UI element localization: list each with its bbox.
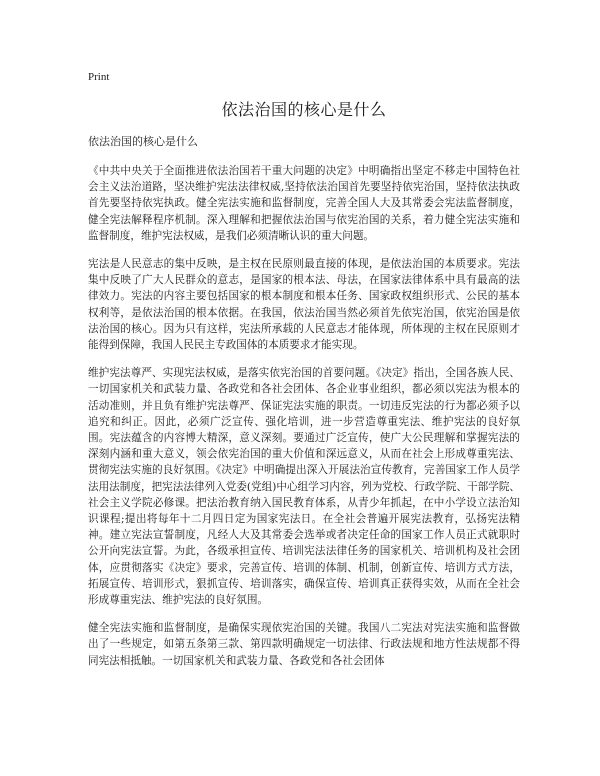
- paragraph-2: 宪法是人民意志的集中反映，是主权在民原则最直接的体现，是依法治国的本质要求。宪法集中反映了广大人民群众的意志，是国家的根本法、母法，在国家法律体系中具有最高的法律效力。宪法的内容主要包括国家的根本制度和根本任务、国家政权组织形式、公民的基本权利等，是依法治国的根本依据。在我国，依法治国当然必须首先依宪治国，依宪治国是依法治国的核心。因为只有这样，宪法所承载的人民意志才能体现，所体现的主权在民原则才能得到保障，我国人民民主专政国体的本质要求才能实现。: [88, 258, 520, 352]
- print-label: Print: [88, 71, 110, 83]
- paragraph-4: 健全宪法实施和监督制度，是确保实现依宪治国的关键。我国八二宪法对宪法实施和监督做出了一些规定，如第五条第三款、第四款明确规定一切法律、行政法规和地方性法规都不得同宪法相抵触。一切国家机关和武装力量、各政党和各社会团体: [88, 622, 520, 667]
- document-title: 依法治国的核心是什么: [221, 100, 387, 119]
- paragraph-1: 《中共中央关于全面推进依法治国若干重大问题的决定》中明确指出坚定不移走中国特色社会主义法治道路，坚决维护宪法法律权威,坚持依法治国首先要坚持依宪治国，坚持依法执政首先要坚持依宪执政。健全宪法实施和监督制度，完善全国人大及其常委会宪法监督制度，健全宪法解释程序机制。深入理解和把握依法治国与依宪治国的关系，着力健全宪法实施和监督制度，维护宪法权威，是我们必须清晰认识的重大问题。: [88, 165, 520, 242]
- document-subtitle: 依法治国的核心是什么: [88, 135, 198, 148]
- document-page: [88, 70, 520, 681]
- paragraph-3: 维护宪法尊严、实现宪法权威，是落实依宪治国的首要问题。《决定》指出，全国各族人民、一切国家机关和武装力量、各政党和各社会团体、各企业事业组织，都必须以宪法为根本的活动准则，并且负有维护宪法尊严、保证宪法实施的职责。一切违反宪法的行为都必须予以追究和纠正。因此，必须广泛宣传、强化培训，进一步营造尊重宪法、维护宪法的良好氛围。宪法蕴含的内容博大精深，意义深刻。要通过广泛宣传，使广大公民理解和掌握宪法的深刻内涵和重大意义，领会依宪治国的重大价值和深远意义，从而在社会上形成尊重宪法、贯彻宪法实施的良好氛围。《决定》中明确提出深入开展法治宣传教育，完善国家工作人员学法用法制度，把宪法法律列入党委(党组)中心组学习内容，列为党校、行政学院、干部学院、社会主义学院必修课。把法治教育纳入国民教育体系，从青少年抓起，在中小学设立法治知识课程;提出将每年十二月四日定为国家宪法日。在全社会普遍开展宪法教育，弘扬宪法精神。建立宪法宣誓制度，凡经人大及其常委会选举或者决定任命的国家工作人员正式就职时公开向宪法宣誓。为此，各级承担宣传、培训宪法法律任务的国家机关、培训机构及社会团体，应贯彻落实《决定》要求，完善宣传、培训的体制、机制，创新宣传、培训方式方法，拓展宣传、培训形式，狠抓宣传、培训落实，确保宣传、培训真正获得实效，从而在全社会形成尊重宪法、维护宪法的良好氛围。: [88, 367, 521, 607]
